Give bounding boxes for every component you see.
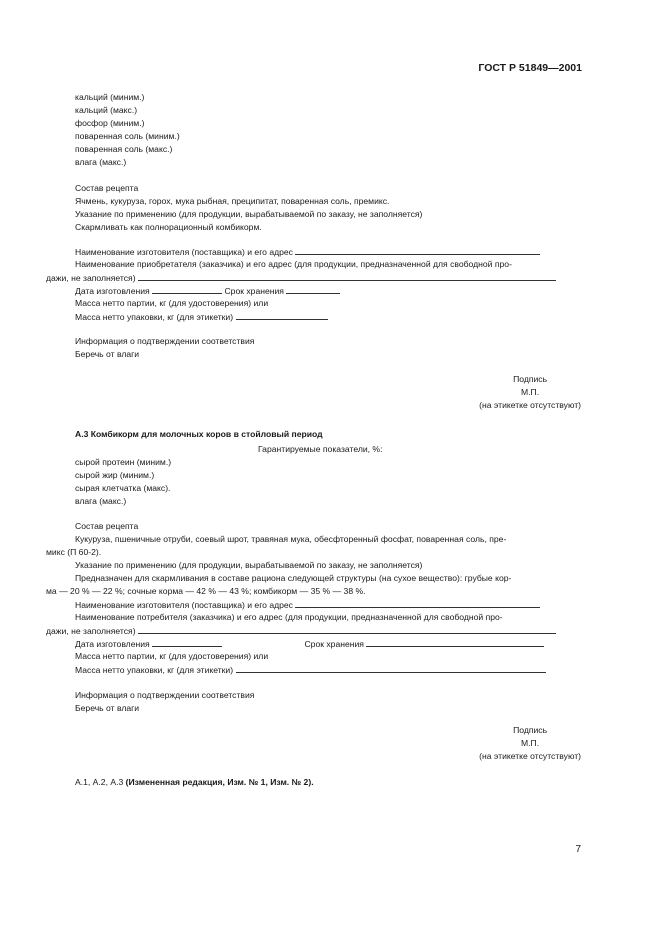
date-shelf-field (75, 285, 340, 297)
list-item: сырой протеин (миним.) (75, 457, 172, 467)
net-pack-label: Масса нетто упаковки, кг (для этикетки) (75, 312, 234, 322)
buyer-label-line1: Наименование приобретателя (заказчика) и его адрес (для продукции, предназначенной для свободной про- (75, 259, 512, 269)
list-item: сырой жир (миним.) (75, 470, 155, 480)
recipe-text-line1: Кукуруза, пшеничные отруби, соевый шрот, травяная мука, обесфторенный фосфат, поваренная соль, пре- (75, 534, 507, 544)
list-item: кальций (макс.) (75, 105, 138, 115)
made-date-blank (152, 285, 222, 294)
amendment-note (75, 777, 314, 788)
list-item: сырая клетчатка (макс). (75, 483, 171, 493)
maker-label: Наименование изготовителя (поставщика) и его адрес (75, 600, 293, 610)
made-date-label: Дата изготовления (75, 286, 150, 296)
recipe-title: Состав рецепта (75, 521, 139, 531)
label-note: (на этикетке отсутствуют) (479, 400, 581, 410)
keep-dry-text: Беречь от влаги (75, 703, 140, 713)
signature-block (479, 724, 581, 763)
section-title: А.3 Комбикорм для молочных коров в стойловый период (75, 429, 323, 439)
consumer-field (46, 625, 556, 637)
recipe-text-line2: микс (П 60-2). (46, 547, 102, 557)
shelf-label: Срок хранения (224, 286, 284, 296)
amendment-text: (Измененная редакция, Изм. № 1, Изм. № 2). (125, 777, 314, 787)
recipe-title: Состав рецепта (75, 183, 139, 193)
consumer-blank (138, 625, 556, 634)
recipe-text: Ячмень, кукуруза, горох, мука рыбная, преципитат, поваренная соль, премикс. (75, 196, 390, 206)
buyer-blank (138, 272, 556, 281)
maker-label: Наименование изготовителя (поставщика) и его адрес (75, 247, 293, 257)
made-date-blank (152, 638, 222, 647)
net-pack-field (75, 664, 546, 676)
document-id: ГОСТ Р 51849—2001 (478, 62, 582, 74)
maker-field (75, 246, 540, 258)
signature-block (479, 373, 581, 412)
date-shelf-field (75, 638, 544, 650)
list-item: поваренная соль (макс.) (75, 144, 173, 154)
net-pack-blank (236, 664, 546, 673)
net-pack-field (75, 311, 328, 323)
maker-field (75, 599, 540, 611)
list-item: влага (макс.) (75, 496, 127, 506)
guaranteed-title: Гарантируемые показатели, %: (258, 444, 383, 454)
net-pack-label: Масса нетто упаковки, кг (для этикетки) (75, 665, 234, 675)
made-date-label: Дата изготовления (75, 639, 150, 649)
conformity-text: Информация о подтверждении соответствия (75, 690, 255, 700)
net-lot-label: Масса нетто партии, кг (для удостоверения) или (75, 298, 269, 308)
buyer-field (46, 272, 556, 284)
label-note: (на этикетке отсутствуют) (479, 751, 581, 761)
list-item: фосфор (миним.) (75, 118, 145, 128)
conformity-text: Информация о подтверждении соответствия (75, 336, 255, 346)
list-item: влага (макс.) (75, 157, 127, 167)
net-lot-label: Масса нетто партии, кг (для удостоверения) или (75, 651, 269, 661)
maker-blank (295, 599, 540, 608)
signature-label: Подпись (513, 374, 548, 384)
page-number: 7 (575, 844, 581, 855)
usage-text: Указание по применению (для продукции, вырабатываемой по заказу, не заполняется) (75, 209, 423, 219)
list-item: поваренная соль (миним.) (75, 131, 180, 141)
keep-dry-text: Беречь от влаги (75, 349, 140, 359)
shelf-blank (366, 638, 544, 647)
usage-text: Указание по применению (для продукции, вырабатываемой по заказу, не заполняется) (75, 560, 423, 570)
stamp-label: М.П. (521, 738, 540, 748)
consumer-label-line2: дажи, не заполняется) (46, 626, 136, 636)
intended-text-line1: Предназначен для скармливания в составе рациона следующей структуры (на сухое вещество): грубые кор- (75, 573, 512, 583)
signature-label: Подпись (513, 725, 548, 735)
buyer-label-line2: дажи, не заполняется) (46, 273, 136, 283)
amendment-refs: А.1, А.2, А.3 (75, 777, 126, 787)
shelf-blank (286, 285, 340, 294)
list-item: кальций (миним.) (75, 92, 145, 102)
shelf-label: Срок хранения (304, 639, 364, 649)
net-pack-blank (236, 311, 328, 320)
consumer-label-line1: Наименование потребителя (заказчика) и его адрес (для продукции, предназначенной для свободной про- (75, 612, 503, 622)
intended-text-line2: ма — 20 % — 22 %; сочные корма — 42 % — 43 %; комбикорм — 35 % — 38 %. (46, 586, 366, 596)
stamp-label: М.П. (521, 387, 540, 397)
maker-blank (295, 246, 540, 255)
feeding-text: Скармливать как полнорационный комбикорм. (75, 222, 262, 232)
